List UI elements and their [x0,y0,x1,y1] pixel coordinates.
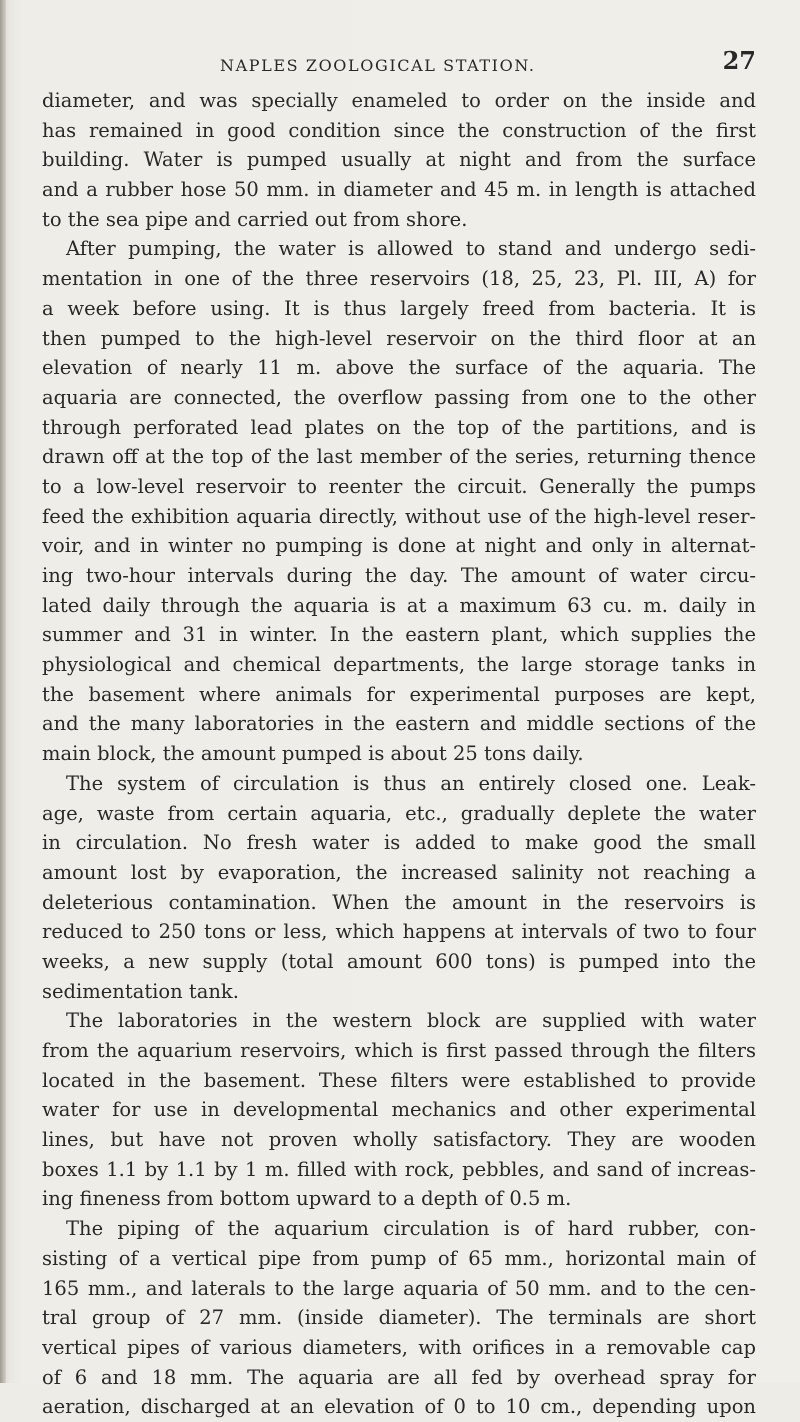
text-line: ing two-hour intervals during the day. The amount of water circu- [42,564,756,587]
text-line: and a rubber hose 50 mm. in diameter and 45 m. in length is attached [42,178,756,202]
text-line: drawn off at the top of the last member of the series, returning thence [42,445,756,469]
body-text [42,86,756,1422]
text-line: to the sea pipe and carried out from shore. [42,207,468,231]
text-line: feed the exhibition aquaria directly, without use of the high-level reser- [42,504,756,528]
text-line: a week before using. It is thus largely freed from bacteria. It is [42,296,756,320]
text-line: then pumped to the high-level reservoir on the third floor at an [42,326,756,350]
text-line: vertical pipes of various diameters, with orifices in a removable cap [42,1335,756,1359]
text-line: sisting of a vertical pipe from pump of 65 mm., horizontal main of [42,1246,756,1270]
text-line: to a low-level reservoir to reenter the circuit. Generally the pumps [42,474,756,498]
text-line: boxes 1.1 by 1.1 by 1 m. filled with rock, pebbles, and sand of increas- [42,1157,756,1181]
text-line: tral group of 27 mm. (inside diameter). The terminals are short [42,1306,756,1330]
text-line: through perforated lead plates on the top of the partitions, and is [42,415,756,439]
text-line: main block, the amount pumped is about 25 tons daily. [42,742,584,766]
text-line: sedimentation tank. [42,979,239,1003]
text-line: in circulation. No fresh water is added to make good the small [42,831,756,855]
text-line: elevation of nearly 11 m. above the surface of the aquaria. The [42,356,756,380]
text-line: mentation in one of the three reservoirs (18, 25, 23, Pl. III, A) for [42,267,756,291]
text-line: building. Water is pumped usually at night and from the surface [42,148,756,172]
text-line: from the aquarium reservoirs, which is first passed through the filters [42,1039,756,1062]
text-line: The piping of the aquarium circulation is of hard rubber, con- [66,1217,756,1241]
text-line: diameter, and was specially enameled to order on the inside and [42,89,756,112]
text-line: reduced to 250 tons or less, which happens at intervals of two to four [42,920,756,944]
text-line: After pumping, the water is allowed to stand and undergo sedi- [66,237,756,261]
text-line: ing fineness from bottom upward to a depth of 0.5 m. [42,1187,572,1211]
text-line: lines, but have not proven wholly satisfactory. They are wooden [42,1128,756,1152]
text-line: physiological and chemical departments, the large storage tanks in [42,653,756,677]
text-line: The laboratories in the western block are supplied with water [66,1009,756,1033]
text-line: age, waste from certain aquaria, etc., gradually deplete the water [42,801,756,825]
text-line: The system of circulation is thus an entirely closed one. Leak- [66,771,756,795]
text-line: aeration, discharged at an elevation of 0 to 10 cm., depending upon [42,1395,756,1419]
running-title: NAPLES ZOOLOGICAL STATION. [220,56,536,75]
text-line: of 6 and 18 mm. The aquaria are all fed by overhead spray for [42,1365,756,1389]
text-line: amount lost by evaporation, the increased salinity not reaching a [42,860,756,884]
text-line: voir, and in winter no pumping is done at night and only in alternat- [42,534,756,558]
text-line: summer and 31 in winter. In the eastern plant, which supplies the [42,623,756,647]
page-number: 27 [722,46,756,75]
text-line: weeks, a new supply (total amount 600 tons) is pumped into the [42,949,756,973]
text-line: and the many laboratories in the eastern and middle sections of the [42,712,756,736]
text-line: located in the basement. These filters were established to provide [42,1068,756,1092]
text-line: aquaria are connected, the overflow passing from one to the other [42,385,756,409]
text-line: water for use in developmental mechanics and other experimental [42,1098,756,1122]
text-line: the basement where animals for experimental purposes are kept, [42,682,756,706]
text-line: has remained in good condition since the construction of the first [42,118,756,142]
text-line: 165 mm., and laterals to the large aquaria of 50 mm. and to the cen- [42,1276,756,1300]
text-line: deleterious contamination. When the amount in the reservoirs is [42,890,756,914]
text-line: lated daily through the aquaria is at a maximum 63 cu. m. daily in [42,593,756,617]
running-head [42,42,756,78]
page-binding-edge [0,0,6,1383]
